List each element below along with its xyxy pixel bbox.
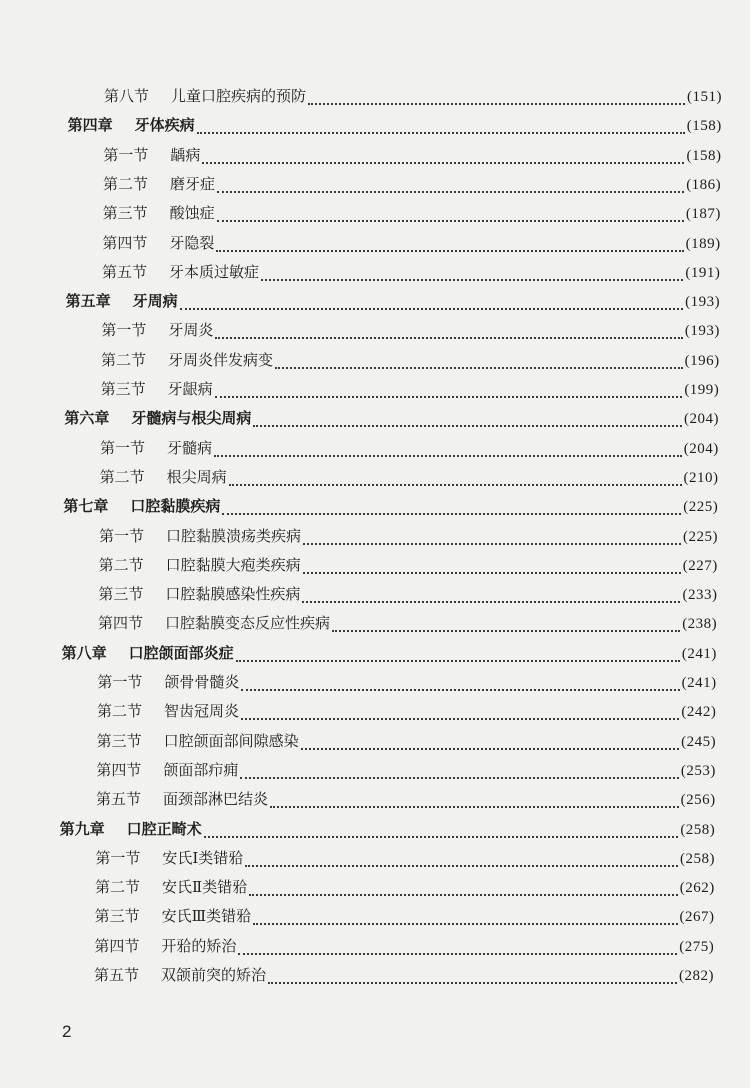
toc-entry-number: 第二节 bbox=[98, 555, 144, 574]
toc-entry-page: (225) bbox=[683, 528, 718, 545]
dot-leader bbox=[249, 880, 678, 896]
toc-section-entry[interactable] bbox=[94, 934, 714, 958]
toc-entry-title: 智齿冠周炎 bbox=[164, 702, 240, 721]
toc-section-entry[interactable] bbox=[103, 172, 721, 196]
toc-entry-title: 牙隐裂 bbox=[169, 233, 215, 252]
toc-entry-page: (193) bbox=[684, 323, 720, 340]
toc-entry-page: (282) bbox=[679, 968, 714, 984]
dot-leader bbox=[215, 323, 683, 339]
toc-section-entry[interactable] bbox=[97, 729, 716, 753]
toc-entry-title: 口腔颌面部炎症 bbox=[128, 643, 234, 662]
toc-entry-number: 第二节 bbox=[103, 174, 149, 193]
toc-entry-number: 第一节 bbox=[101, 321, 147, 340]
toc-entry-title: 牙周炎 bbox=[168, 321, 214, 340]
toc-entry-number: 第四节 bbox=[102, 233, 148, 252]
toc-entry-page: (151) bbox=[687, 89, 722, 105]
toc-entry-number: 第八节 bbox=[104, 87, 150, 105]
dot-leader bbox=[217, 206, 684, 222]
toc-entry-number: 第五节 bbox=[94, 966, 140, 984]
toc-entry-page: (158) bbox=[686, 147, 722, 164]
dot-leader bbox=[236, 646, 680, 662]
toc-entry-title: 龋病 bbox=[170, 145, 201, 164]
dot-leader bbox=[215, 382, 683, 398]
dot-leader bbox=[245, 851, 678, 867]
toc-entry-number: 第三节 bbox=[98, 585, 144, 604]
dot-leader bbox=[216, 236, 683, 252]
toc-entry-number: 第二节 bbox=[95, 878, 141, 897]
toc-entry-number: 第一节 bbox=[100, 438, 146, 457]
toc-section-entry[interactable] bbox=[101, 318, 720, 342]
toc-entry-title: 儿童口腔疾病的预防 bbox=[171, 87, 307, 105]
toc-entry-page: (191) bbox=[685, 264, 721, 281]
toc-chapter-entry[interactable] bbox=[68, 113, 722, 137]
toc-section-entry[interactable] bbox=[95, 875, 715, 899]
toc-entry-number: 第三节 bbox=[96, 731, 142, 750]
toc-entry-number: 第一节 bbox=[103, 145, 149, 164]
toc-entry-page: (204) bbox=[684, 411, 720, 428]
toc-entry-number: 第五章 bbox=[65, 292, 111, 311]
dot-leader bbox=[275, 353, 683, 369]
toc-entry-title: 安氏Ⅰ类错𬌗 bbox=[162, 848, 244, 867]
toc-entry-title: 牙龈病 bbox=[167, 380, 213, 398]
dot-leader bbox=[197, 118, 685, 134]
toc-entry-page: (204) bbox=[683, 440, 719, 457]
toc-entry-page: (210) bbox=[683, 469, 719, 486]
toc-entry-number: 第三节 bbox=[94, 907, 140, 926]
toc-entry-title: 安氏Ⅱ类错𬌗 bbox=[162, 878, 248, 897]
toc-entry-page: (158) bbox=[686, 118, 722, 135]
toc-entry-page: (253) bbox=[680, 762, 716, 779]
page-number: 2 bbox=[62, 1022, 72, 1041]
toc-entry-title: 面颈部淋巴结炎 bbox=[163, 790, 269, 809]
toc-entry-number: 第七章 bbox=[63, 497, 109, 516]
toc-section-entry[interactable] bbox=[100, 436, 719, 460]
toc-entry-number: 第一节 bbox=[97, 673, 143, 691]
dot-leader bbox=[238, 939, 677, 955]
toc-entry-title: 口腔黏膜溃疡类疾病 bbox=[166, 526, 302, 545]
toc-section-entry[interactable] bbox=[95, 904, 715, 928]
toc-entry-page: (189) bbox=[685, 235, 721, 252]
dot-leader bbox=[204, 822, 679, 838]
toc-section-entry[interactable] bbox=[99, 524, 718, 548]
toc-section-entry[interactable] bbox=[94, 963, 714, 987]
toc-entry-number: 第二节 bbox=[99, 467, 145, 486]
toc-entry-title: 牙体疾病 bbox=[134, 116, 195, 135]
toc-section-entry[interactable] bbox=[97, 699, 716, 723]
toc-section-entry[interactable] bbox=[101, 377, 720, 401]
toc-chapter-entry[interactable] bbox=[62, 641, 717, 665]
dot-leader bbox=[308, 89, 685, 105]
toc-section-entry[interactable] bbox=[100, 465, 719, 489]
toc-entry-title: 牙周病 bbox=[132, 292, 178, 311]
toc-section-entry[interactable] bbox=[96, 758, 716, 782]
toc-entry-page: (199) bbox=[684, 382, 720, 398]
toc-entry-number: 第五节 bbox=[96, 790, 142, 809]
toc-entry-page: (187) bbox=[685, 206, 721, 223]
toc-entry-page: (256) bbox=[680, 792, 716, 809]
toc-section-entry[interactable] bbox=[103, 143, 721, 167]
toc-entry-page: (275) bbox=[679, 938, 715, 955]
toc-entry-title: 安氏Ⅲ类错𬌗 bbox=[161, 907, 252, 926]
toc-entry-title: 牙髓病 bbox=[167, 438, 213, 457]
toc-section-entry[interactable] bbox=[101, 348, 720, 372]
toc-entry-number: 第四节 bbox=[94, 936, 140, 955]
toc-entry-title: 根尖周病 bbox=[166, 467, 227, 486]
dot-leader bbox=[253, 909, 677, 925]
toc-entry-number: 第四节 bbox=[98, 614, 144, 633]
toc-entry-number: 第四节 bbox=[96, 760, 142, 779]
toc-section-entry[interactable] bbox=[97, 670, 716, 694]
toc-entry-page: (258) bbox=[680, 821, 716, 838]
dot-leader bbox=[303, 558, 681, 574]
toc-entry-title: 口腔黏膜大疱类疾病 bbox=[165, 555, 301, 574]
toc-entry-title: 颌骨骨髓炎 bbox=[164, 673, 240, 691]
toc-entry-title: 双颌前突的矫治 bbox=[161, 966, 267, 984]
dot-leader bbox=[229, 470, 682, 486]
toc-entry-number: 第二节 bbox=[97, 702, 143, 721]
toc-entry-title: 酸蚀症 bbox=[169, 204, 215, 223]
toc-entry-title: 颌面部疖痈 bbox=[163, 760, 239, 779]
dot-leader bbox=[241, 704, 679, 720]
dot-leader bbox=[222, 499, 681, 515]
toc-entry-page: (242) bbox=[681, 704, 717, 721]
toc-entry-number: 第五节 bbox=[102, 262, 148, 281]
dot-leader bbox=[253, 411, 682, 427]
toc-entry-page: (238) bbox=[682, 616, 718, 633]
toc-entry-page: (241) bbox=[681, 645, 717, 662]
toc-entry-page: (186) bbox=[686, 176, 722, 193]
toc-entry-page: (267) bbox=[679, 909, 715, 926]
dot-leader bbox=[180, 294, 683, 310]
toc-section-entry[interactable] bbox=[102, 260, 720, 284]
toc-entry-page: (196) bbox=[684, 352, 720, 369]
toc-entry-page: (227) bbox=[682, 557, 718, 574]
toc-entry-title: 口腔黏膜疾病 bbox=[130, 497, 221, 516]
toc-section-entry[interactable] bbox=[96, 787, 716, 811]
toc-entry-title: 口腔黏膜感染性疾病 bbox=[165, 585, 301, 604]
toc-entry-page: (233) bbox=[682, 587, 718, 604]
dot-leader bbox=[301, 734, 679, 750]
dot-leader bbox=[240, 763, 679, 779]
toc-section-entry[interactable] bbox=[95, 846, 715, 870]
toc-chapter-entry[interactable] bbox=[63, 494, 718, 518]
toc-section-entry[interactable] bbox=[102, 231, 720, 255]
toc-entry-title: 口腔黏膜变态反应性疾病 bbox=[165, 614, 331, 633]
toc-entry-page: (241) bbox=[681, 675, 717, 691]
toc-section-entry[interactable] bbox=[98, 582, 717, 606]
toc-chapter-entry[interactable] bbox=[60, 817, 716, 841]
toc-entry-title: 口腔颌面部间隙感染 bbox=[163, 731, 299, 750]
toc-section-entry[interactable] bbox=[99, 553, 718, 577]
dot-leader bbox=[261, 265, 683, 281]
toc-chapter-entry[interactable] bbox=[66, 289, 720, 313]
toc-section-entry[interactable] bbox=[104, 84, 722, 108]
toc-entry-title: 磨牙症 bbox=[170, 174, 216, 193]
toc-entry-title: 口腔正畸术 bbox=[126, 819, 202, 838]
toc-entry-number: 第八章 bbox=[61, 643, 107, 662]
toc-entry-page: (245) bbox=[681, 733, 717, 750]
dot-leader bbox=[217, 177, 684, 193]
toc-entry-number: 第三节 bbox=[102, 204, 148, 223]
dot-leader bbox=[302, 587, 680, 603]
toc-entry-number: 第二节 bbox=[101, 350, 147, 369]
dot-leader bbox=[332, 616, 680, 632]
toc-entry-number: 第三节 bbox=[100, 380, 146, 398]
toc-entry-number: 第一节 bbox=[99, 526, 145, 545]
toc-entry-page: (225) bbox=[683, 499, 719, 516]
dot-leader bbox=[268, 968, 677, 984]
toc-entry-title: 牙周炎伴发病变 bbox=[168, 350, 274, 369]
toc-entry-number: 第四章 bbox=[67, 116, 113, 135]
toc-entry-page: (262) bbox=[679, 880, 715, 897]
toc-entry-page: (258) bbox=[680, 850, 716, 867]
dot-leader bbox=[303, 529, 681, 545]
toc-entry-title: 牙本质过敏症 bbox=[169, 262, 260, 281]
toc-entry-page: (193) bbox=[685, 294, 721, 311]
toc-chapter-entry[interactable] bbox=[64, 406, 719, 430]
dot-leader bbox=[214, 441, 682, 457]
toc-section-entry[interactable] bbox=[103, 201, 721, 225]
dot-leader bbox=[241, 675, 679, 691]
toc-section-entry[interactable] bbox=[98, 611, 717, 635]
toc-entry-number: 第六章 bbox=[64, 409, 110, 428]
toc-entry-number: 第九章 bbox=[59, 819, 105, 838]
dot-leader bbox=[202, 148, 684, 164]
toc-entry-title: 开𬌗的矫治 bbox=[161, 936, 237, 955]
toc-entry-number: 第一节 bbox=[95, 848, 141, 867]
toc-entry-title: 牙髓病与根尖周病 bbox=[131, 409, 252, 428]
dot-leader bbox=[270, 792, 679, 808]
